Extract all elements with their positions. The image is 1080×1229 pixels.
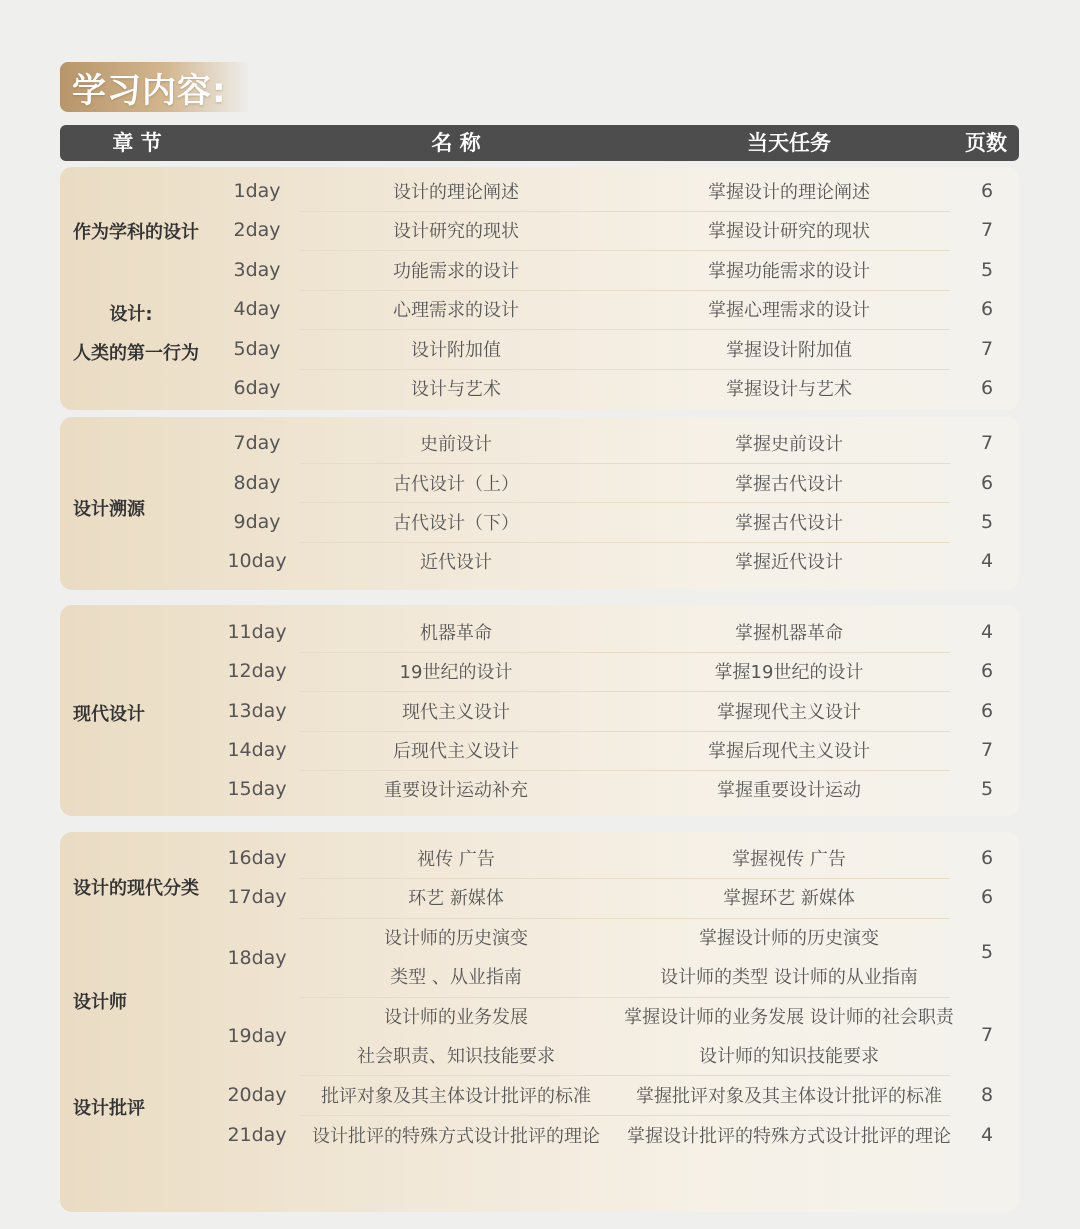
task-cell: 掌握视传 广告 xyxy=(732,849,846,870)
pages-cell: 4 xyxy=(980,550,994,572)
pages-cell: 4 xyxy=(980,621,994,643)
table-header xyxy=(60,125,1019,161)
task-cell: 掌握现代主义设计 xyxy=(717,702,861,723)
task-cell: 掌握史前设计 xyxy=(735,434,843,455)
pages-cell: 7 xyxy=(980,1024,994,1046)
day-cell: 14day xyxy=(227,739,287,761)
name-cell: 重要设计运动补充 xyxy=(384,780,528,801)
task-cell: 掌握设计批评的特殊方式设计批评的理论 xyxy=(627,1126,951,1147)
name-cell: 设计的理论阐述 xyxy=(393,182,519,203)
task-cell: 掌握设计的理论阐述 xyxy=(708,182,870,203)
row-divider xyxy=(300,290,950,291)
pages-cell: 5 xyxy=(980,778,994,800)
header-pages: 页数 xyxy=(965,131,1007,155)
row-divider xyxy=(300,463,950,464)
row-divider xyxy=(300,329,950,330)
chapter-label: 设计溯源 xyxy=(73,499,145,520)
day-cell: 16day xyxy=(227,847,287,869)
row-divider xyxy=(300,770,950,771)
pages-cell: 5 xyxy=(980,511,994,533)
pages-cell: 7 xyxy=(980,739,994,761)
name-cell: 后现代主义设计 xyxy=(393,741,519,762)
day-cell: 3day xyxy=(233,259,281,281)
group-panel-3 xyxy=(60,605,1019,816)
task-cell: 掌握设计师的业务发展 设计师的社会职责 xyxy=(624,1007,954,1028)
pages-cell: 8 xyxy=(980,1084,994,1106)
task-cell: 掌握19世纪的设计 xyxy=(714,662,864,683)
day-cell: 7day xyxy=(233,432,281,454)
row-divider xyxy=(300,1115,950,1116)
pages-cell: 4 xyxy=(980,1124,994,1146)
pages-cell: 5 xyxy=(980,259,994,281)
header-task: 当天任务 xyxy=(747,131,831,155)
day-cell: 2day xyxy=(233,219,281,241)
name-cell: 设计批评的特殊方式设计批评的理论 xyxy=(312,1126,600,1147)
row-divider xyxy=(300,997,950,998)
name-cell: 批评对象及其主体设计批评的标准 xyxy=(321,1086,591,1107)
group-panel-1 xyxy=(60,167,1019,410)
name-cell: 视传 广告 xyxy=(417,849,495,870)
chapter-label: 现代设计 xyxy=(73,704,145,725)
task-cell: 掌握近代设计 xyxy=(735,552,843,573)
day-cell: 15day xyxy=(227,778,287,800)
row-divider xyxy=(300,250,950,251)
row-divider xyxy=(300,502,950,503)
task-cell: 掌握机器革命 xyxy=(735,623,843,644)
day-cell: 17day xyxy=(227,886,287,908)
task-cell: 掌握后现代主义设计 xyxy=(708,741,870,762)
day-cell: 19day xyxy=(227,1025,287,1047)
chapter-label: 设计: xyxy=(109,304,153,325)
chapter-label: 设计批评 xyxy=(73,1098,145,1119)
day-cell: 13day xyxy=(227,700,287,722)
pages-cell: 6 xyxy=(980,298,994,320)
name-cell: 机器革命 xyxy=(420,623,492,644)
pages-cell: 6 xyxy=(980,377,994,399)
day-cell: 5day xyxy=(233,338,281,360)
day-cell: 6day xyxy=(233,377,281,399)
row-divider xyxy=(300,369,950,370)
day-cell: 4day xyxy=(233,298,281,320)
pages-cell: 5 xyxy=(980,941,994,963)
task-cell: 掌握设计与艺术 xyxy=(726,379,852,400)
header-chapter: 章 节 xyxy=(112,131,162,155)
day-cell: 12day xyxy=(227,660,287,682)
pages-cell: 6 xyxy=(980,472,994,494)
name-cell: 设计师的业务发展 xyxy=(384,1007,528,1028)
name-cell: 社会职责、知识技能要求 xyxy=(357,1046,555,1067)
task-cell: 设计师的类型 设计师的从业指南 xyxy=(660,967,918,988)
row-divider xyxy=(300,691,950,692)
task-cell: 掌握设计附加值 xyxy=(726,340,852,361)
day-cell: 11day xyxy=(227,621,287,643)
row-divider xyxy=(300,918,950,919)
name-cell: 设计研究的现状 xyxy=(393,221,519,242)
day-cell: 9day xyxy=(233,511,281,533)
day-cell: 18day xyxy=(227,947,287,969)
section-title: 学习内容: xyxy=(72,70,227,111)
row-divider xyxy=(300,1075,950,1076)
chapter-label: 设计师 xyxy=(73,992,127,1013)
row-divider xyxy=(300,211,950,212)
row-divider xyxy=(300,731,950,732)
name-cell: 设计师的历史演变 xyxy=(384,928,528,949)
task-cell: 掌握批评对象及其主体设计批评的标准 xyxy=(636,1086,942,1107)
day-cell: 21day xyxy=(227,1124,287,1146)
name-cell: 功能需求的设计 xyxy=(393,261,519,282)
day-cell: 20day xyxy=(227,1084,287,1106)
name-cell: 设计与艺术 xyxy=(411,379,501,400)
chapter-label: 人类的第一行为 xyxy=(73,343,199,364)
name-cell: 古代设计（下） xyxy=(393,513,519,534)
pages-cell: 6 xyxy=(980,180,994,202)
name-cell: 环艺 新媒体 xyxy=(408,888,504,909)
name-cell: 古代设计（上） xyxy=(393,474,519,495)
pages-cell: 7 xyxy=(980,219,994,241)
row-divider xyxy=(300,542,950,543)
pages-cell: 6 xyxy=(980,886,994,908)
chapter-label: 作为学科的设计 xyxy=(73,222,199,243)
group-panel-2 xyxy=(60,417,1019,590)
name-cell: 心理需求的设计 xyxy=(393,300,519,321)
name-cell: 类型 、从业指南 xyxy=(390,967,522,988)
row-divider xyxy=(300,652,950,653)
task-cell: 掌握心理需求的设计 xyxy=(708,300,870,321)
task-cell: 掌握古代设计 xyxy=(735,513,843,534)
task-cell: 掌握环艺 新媒体 xyxy=(723,888,855,909)
name-cell: 设计附加值 xyxy=(411,340,501,361)
pages-cell: 6 xyxy=(980,847,994,869)
day-cell: 1day xyxy=(233,180,281,202)
name-cell: 现代主义设计 xyxy=(402,702,510,723)
day-cell: 8day xyxy=(233,472,281,494)
name-cell: 近代设计 xyxy=(420,552,492,573)
task-cell: 设计师的知识技能要求 xyxy=(699,1046,879,1067)
section-title-badge xyxy=(60,62,250,112)
pages-cell: 7 xyxy=(980,432,994,454)
row-divider xyxy=(300,878,950,879)
name-cell: 史前设计 xyxy=(420,434,492,455)
pages-cell: 6 xyxy=(980,700,994,722)
name-cell: 19世纪的设计 xyxy=(399,662,513,683)
pages-cell: 6 xyxy=(980,660,994,682)
header-name: 名 称 xyxy=(431,131,481,155)
task-cell: 掌握功能需求的设计 xyxy=(708,261,870,282)
task-cell: 掌握重要设计运动 xyxy=(717,780,861,801)
task-cell: 掌握设计师的历史演变 xyxy=(699,928,879,949)
task-cell: 掌握设计研究的现状 xyxy=(708,221,870,242)
chapter-label: 设计的现代分类 xyxy=(73,878,199,899)
task-cell: 掌握古代设计 xyxy=(735,474,843,495)
pages-cell: 7 xyxy=(980,338,994,360)
day-cell: 10day xyxy=(227,550,287,572)
